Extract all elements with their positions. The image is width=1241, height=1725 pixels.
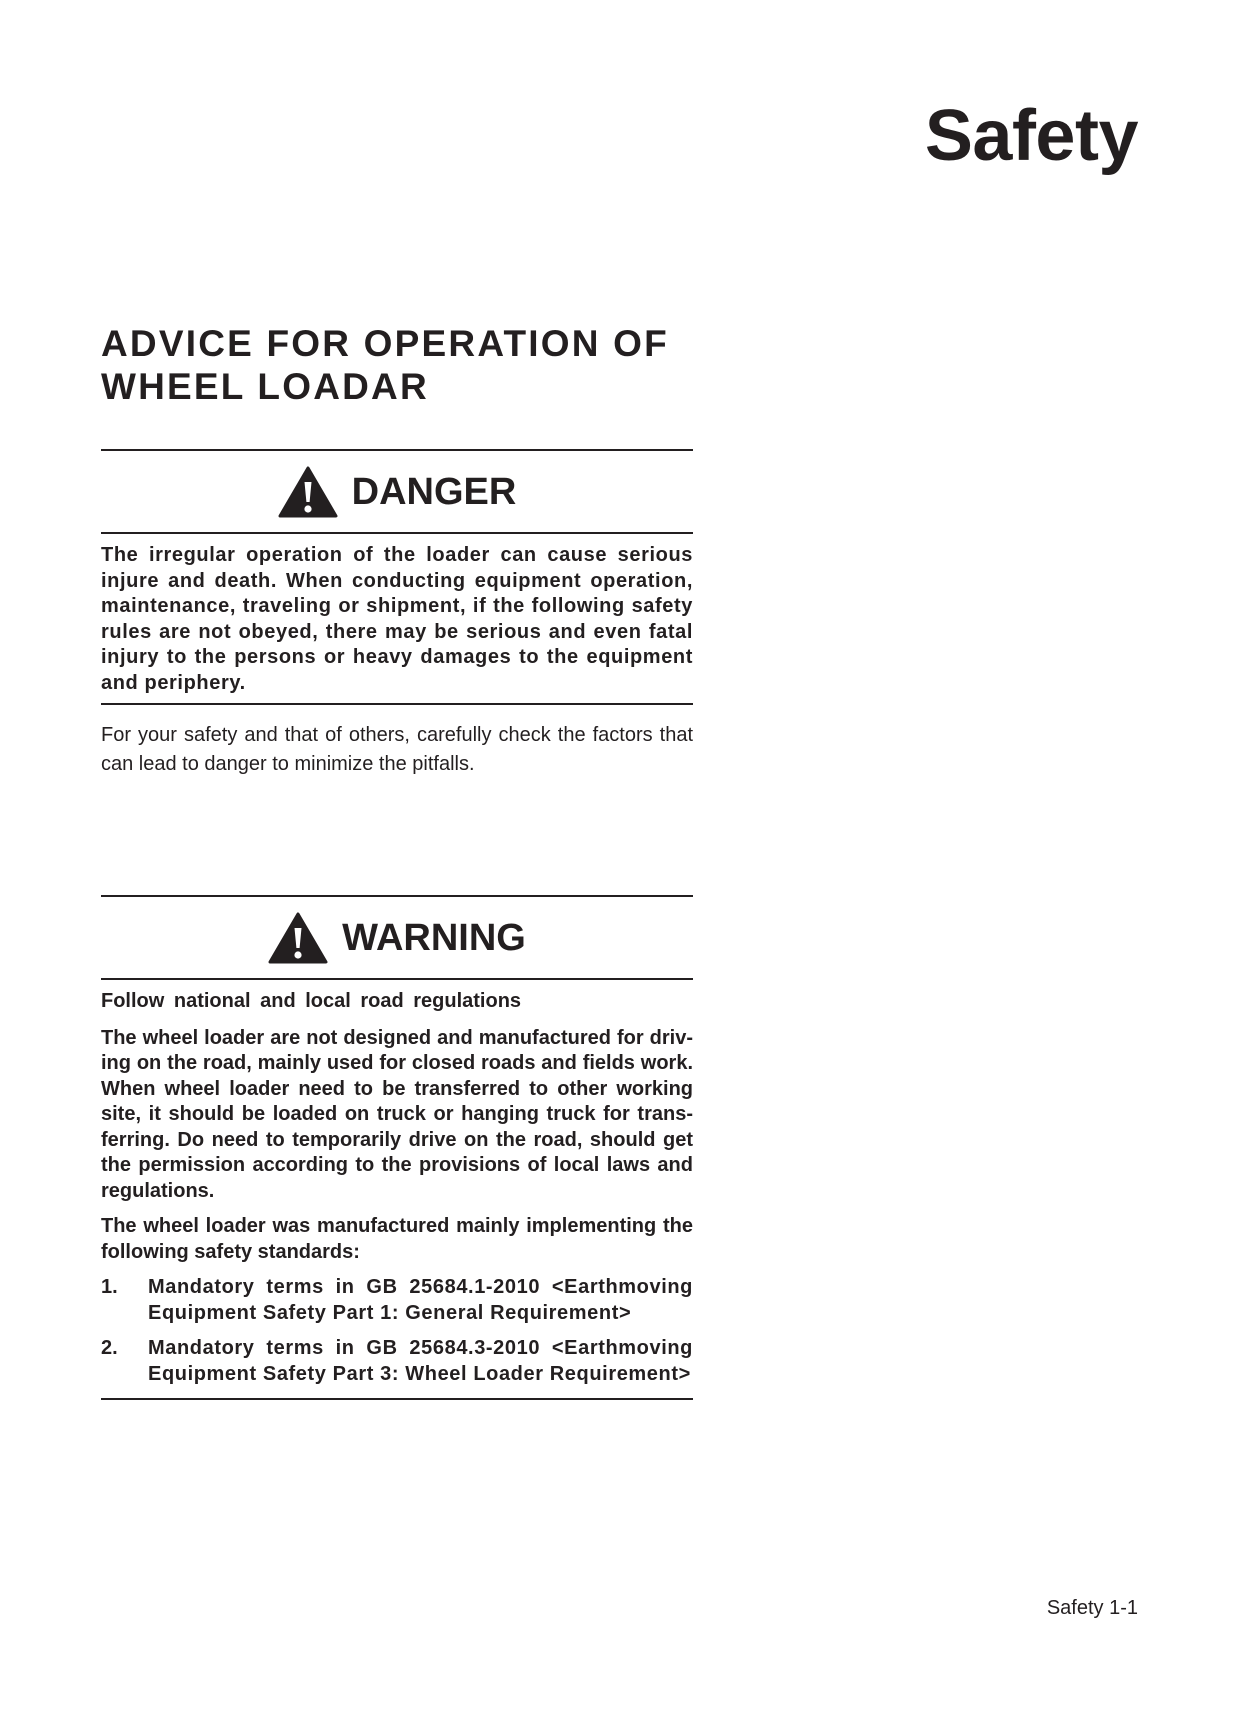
section-heading-line2: WHEEL LOADAR	[101, 366, 429, 407]
danger-label: DANGER	[351, 471, 517, 513]
list-item	[101, 1275, 693, 1326]
warning-middle-rule	[101, 978, 693, 980]
danger-bottom-rule	[101, 703, 693, 705]
warning-subheading: Follow national and local road regulations	[101, 990, 522, 1012]
danger-top-rule	[101, 449, 693, 451]
warning-triangle-icon	[268, 912, 328, 964]
danger-text: The irregular operation of the loader can cause serious injure and death. When conducting equipment operation, maintenance, traveling or shipment, if the following safety rules are not obeyed, there may be serious and even fatal injury to the persons or heavy damages to the equipment and periphery.	[101, 544, 693, 694]
warning-label: WARNING	[342, 917, 526, 959]
danger-body	[101, 543, 693, 696]
list-item	[101, 1336, 693, 1387]
section-heading-line1: ADVICE FOR OPERATION OF	[101, 323, 669, 364]
list-item-text: Mandatory terms in GB 25684.1-2010 <Earthmoving Equipment Safety Part 1: General Requirement>	[148, 1276, 693, 1324]
warning-title	[101, 910, 693, 966]
page-footer: Safety 1-1	[1046, 1597, 1138, 1619]
danger-note-text: For your safety and that of others, carefully check the factors that can lead to danger to minimize the pitfalls.	[101, 724, 693, 775]
warning-bottom-rule	[101, 1398, 693, 1400]
warning-paragraph-2: The wheel loader was manufactured mainly implementing the following safety standards:	[101, 1215, 693, 1263]
warning-body	[101, 989, 693, 1387]
list-item-number: 1.	[101, 1276, 118, 1298]
warning-triangle-icon	[278, 466, 338, 518]
list-item-number: 2.	[101, 1337, 118, 1359]
chapter-title: Safety	[924, 96, 1138, 176]
section-heading	[101, 322, 693, 408]
warning-paragraph-1: The wheel loader are not designed and manufactured for driv-ing on the road, mainly used for closed roads and fields work. When wheel loader need to be transferred to other working site, it should be loaded on truck or hanging truck for trans-ferring. Do need to temporarily drive on the road, should get the permission according to the provisions of local laws and regulations.	[101, 1026, 693, 1202]
danger-middle-rule	[101, 532, 693, 534]
list-item-text: Mandatory terms in GB 25684.3-2010 <Earthmoving Equipment Safety Part 3: Wheel Loader Requirement>	[148, 1337, 693, 1385]
danger-note	[101, 721, 693, 779]
warning-top-rule	[101, 895, 693, 897]
danger-title	[101, 464, 693, 520]
